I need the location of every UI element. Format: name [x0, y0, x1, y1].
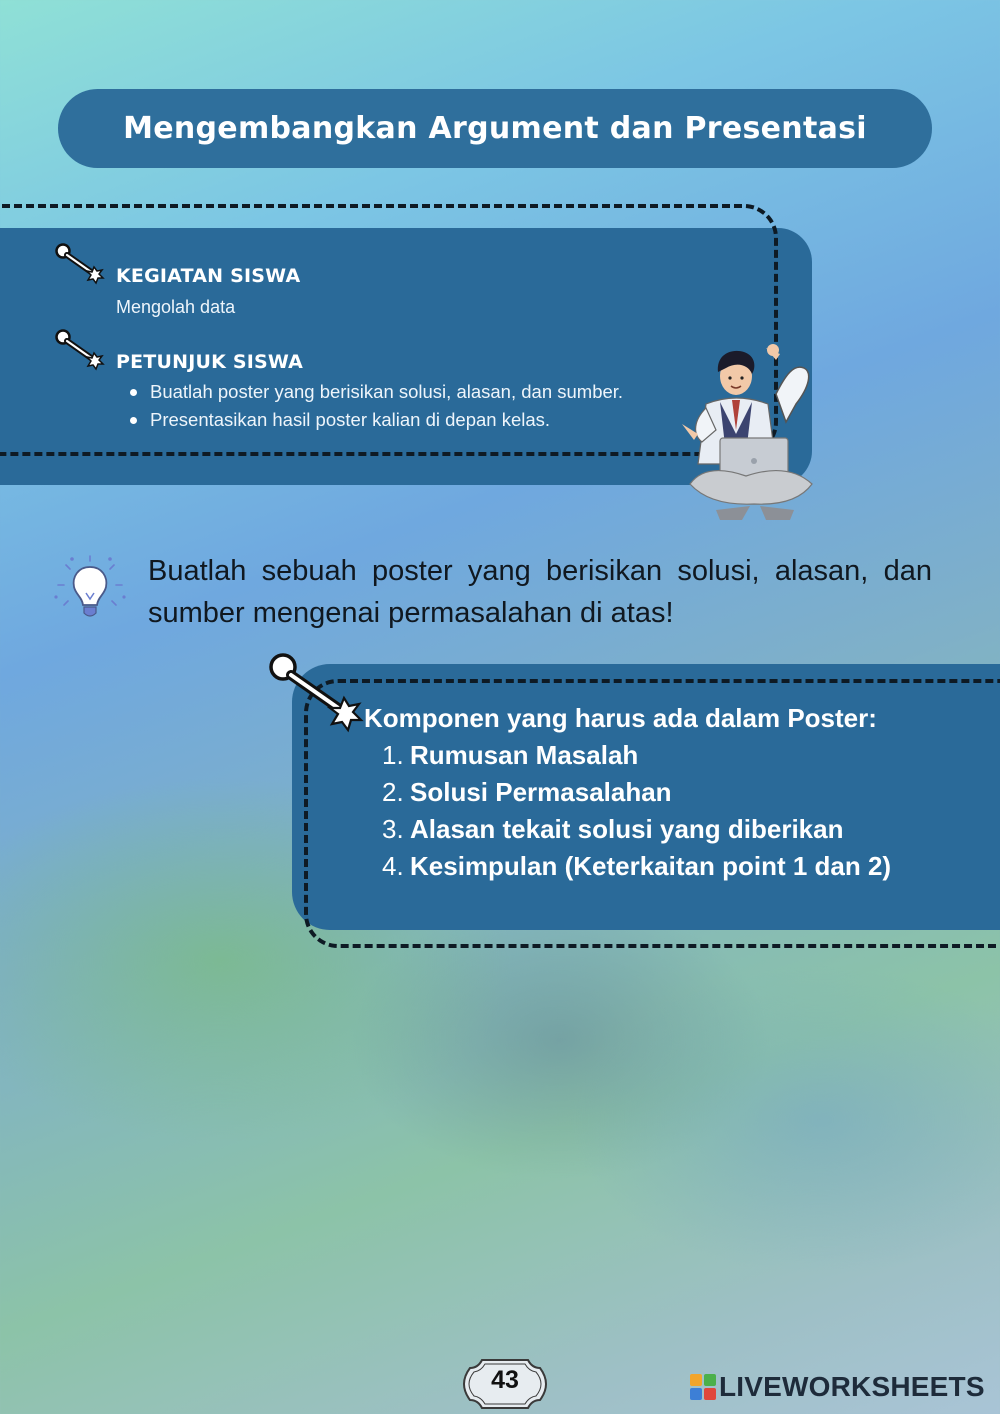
list-text: Kesimpulan (Keterkaitan point 1 dan 2): [410, 851, 892, 881]
kegiatan-text: Mengolah data: [116, 297, 236, 317]
kegiatan-heading-row: [116, 265, 300, 287]
pushpin-icon: [266, 650, 366, 734]
list-item: [382, 774, 891, 811]
list-item: Buatlah poster yang berisikan solusi, alasan, dan sumber.: [128, 378, 623, 406]
components-list: [382, 737, 891, 885]
list-item: [382, 811, 891, 848]
list-text: Rumusan Masalah: [410, 740, 639, 770]
list-number: 2.: [382, 777, 404, 807]
liveworksheets-logo: [690, 1374, 716, 1400]
list-number: 1.: [382, 740, 404, 770]
title-banner: [58, 89, 932, 168]
list-item: [382, 848, 891, 885]
list-number: 4.: [382, 851, 404, 881]
list-text: Solusi Permasalahan: [410, 777, 672, 807]
petunjuk-list: [128, 378, 623, 434]
kegiatan-heading: KEGIATAN SISWA: [116, 265, 301, 287]
student-laptop-illustration: [676, 334, 826, 534]
petunjuk-heading-row: [116, 351, 303, 373]
components-title: Komponen yang harus ada dalam Poster:: [364, 703, 877, 733]
page-title: Mengembangkan Argument dan Presentasi: [123, 111, 867, 146]
petunjuk-heading: PETUNJUK SISWA: [116, 351, 304, 373]
page-number: 43: [491, 1366, 519, 1394]
pushpin-icon: [54, 242, 106, 286]
liveworksheets-brand[interactable]: [690, 1371, 985, 1403]
list-text: Alasan tekait solusi yang diberikan: [410, 814, 844, 844]
liveworksheets-wordmark: LIVEWORKSHEETS: [719, 1371, 985, 1402]
list-item: Presentasikan hasil poster kalian di depan kelas.: [128, 406, 623, 434]
list-number: 3.: [382, 814, 404, 844]
lightbulb-icon: [52, 553, 128, 625]
pushpin-icon: [54, 328, 106, 372]
list-item: [382, 737, 891, 774]
instruction-text: Buatlah sebuah poster yang berisikan solusi, alasan, dan sumber mengenai permasalahan di atas!: [148, 555, 932, 629]
